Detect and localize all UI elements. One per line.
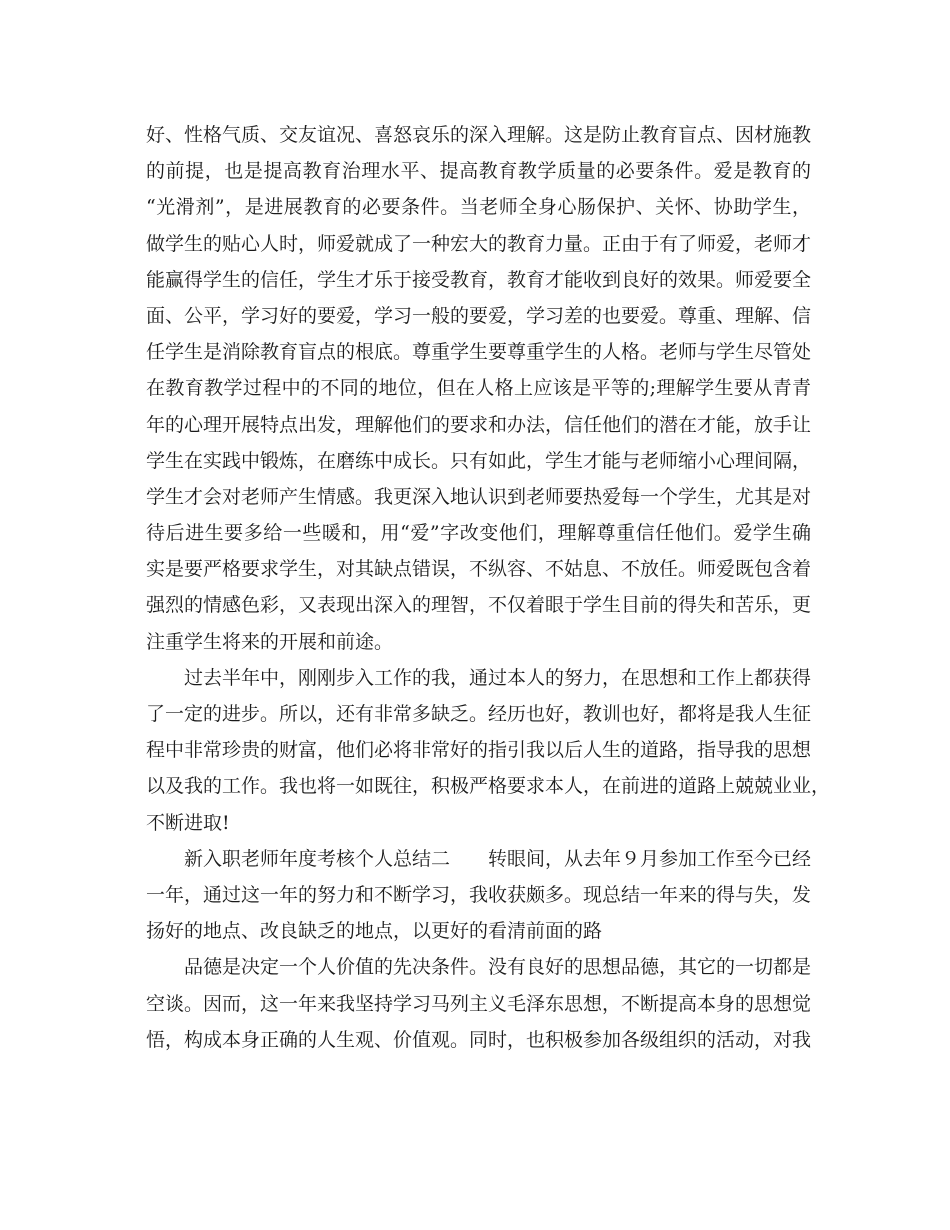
text-line: 一年，通过这一年的努力和不断学习，我收获颇多。现总结一年来的得与失，发 — [146, 883, 812, 906]
text-line: 任学生是消除教育盲点的根底。尊重学生要尊重学生的人格。老师与学生尽管处 — [146, 341, 812, 364]
body-text — [146, 117, 831, 1058]
text-line: 面、公平，学习好的要爱，学习一般的要爱，学习差的也要爱。尊重、理解、信 — [146, 304, 812, 327]
paragraph-first-line: 品德是决定一个人价值的先决条件。没有良好的思想品德，其它的一切都是 — [184, 956, 812, 979]
text-line: 做学生的贴心人时，师爱就成了一种宏大的教育力量。正由于有了师爱，老师才 — [146, 232, 812, 255]
text-line: 强烈的情感色彩，又表现出深入的理智，不仅着眼于学生目前的得失和苦乐，更 — [146, 594, 812, 617]
text-line: 年的心理开展特点出发，理解他们的要求和办法，信任他们的潜在才能，放手让 — [146, 413, 812, 436]
paragraph-first-line: 新入职老师年度考核个人总结二 转眼间，从去年９月参加工作至今已经 — [184, 847, 812, 870]
text-line: 程中非常珍贵的财富，他们必将非常好的指引我以后人生的道路，指导我的思想 — [146, 739, 812, 762]
text-line: “光滑剂”，是进展教育的必要条件。当老师全身心肠保护、关怀、协助学生， — [146, 196, 811, 219]
text-line: 在教育教学过程中的不同的地位，但在人格上应该是平等的;理解学生要从青青 — [146, 377, 811, 400]
text-line: 空谈。因而，这一年来我坚持学习马列主义毛泽东思想，不断提高本身的思想觉 — [146, 992, 812, 1015]
text-line: 好、性格气质、交友谊况、喜怒哀乐的深入理解。这是防止教育盲点、因材施教 — [146, 124, 812, 146]
text-line: 不断进取! — [146, 811, 230, 834]
text-line: 以及我的工作。我也将一如既往，积极严格要求本人，在前进的道路上兢兢业业， — [146, 775, 831, 798]
text-line: 悟，构成本身正确的人生观、价值观。同时，也积极参加各级组织的活动，对我 — [146, 1028, 812, 1051]
text-line: 注重学生将来的开展和前途。 — [146, 630, 394, 653]
text-line: 了一定的进步。所以，还有非常多缺乏。经历也好，教训也好，都将是我人生征 — [146, 703, 812, 725]
text-line: 学生才会对老师产生情感。我更深入地认识到老师要热爱每一个学生，尤其是对 — [146, 485, 812, 508]
text-line: 的前提，也是提高教育治理水平、提高教育教学质量的必要条件。爱是教育的 — [146, 160, 811, 183]
text-line: 扬好的地点、改良缺乏的地点，以更好的看清前面的路 — [146, 920, 603, 943]
paragraph-first-line: 过去半年中，刚刚步入工作的我，通过本人的努力，在思想和工作上都获得 — [184, 666, 812, 689]
text-line: 实是要严格要求学生，对其缺点错误，不纵容、不姑息、不放任。师爱既包含着 — [146, 558, 812, 581]
text-line: 能赢得学生的信任，学生才乐于接受教育，教育才能收到良好的效果。师爱要全 — [146, 268, 812, 291]
text-line: 学生在实践中锻炼，在磨练中成长。只有如此，学生才能与老师缩小心理间隔， — [146, 449, 812, 472]
text-line: 待后进生要多给一些暖和，用“爱”字改变他们，理解尊重信任他们。爱学生确 — [146, 522, 811, 545]
